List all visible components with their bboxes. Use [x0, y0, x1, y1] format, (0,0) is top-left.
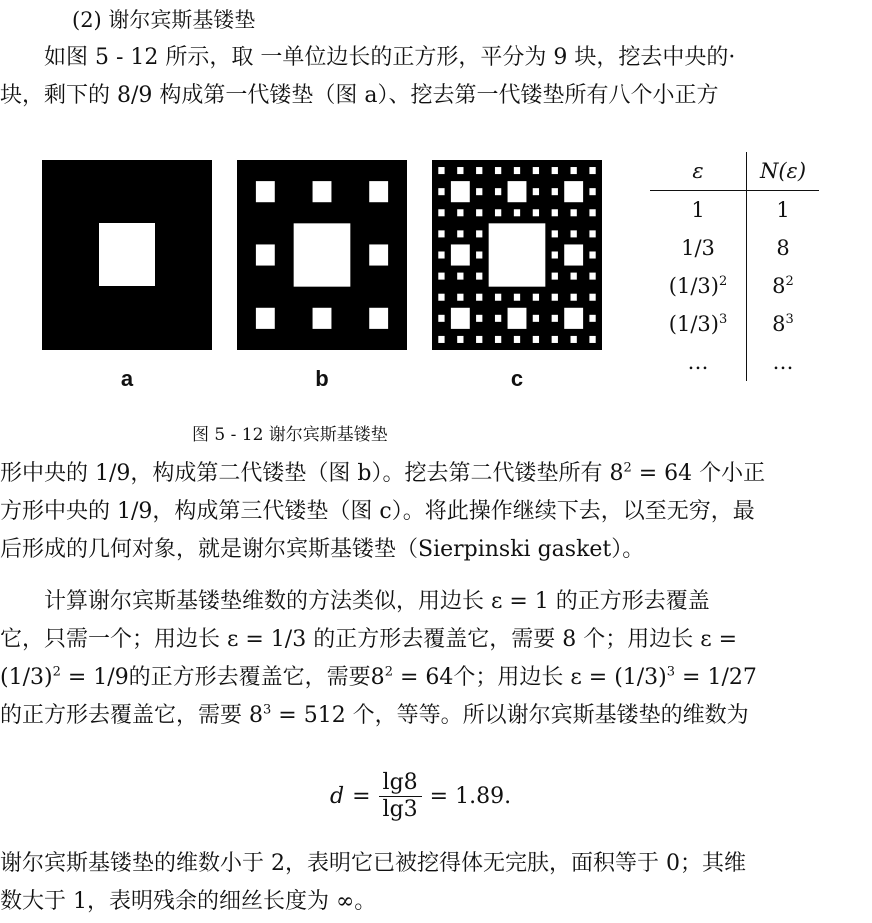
carpet-hole: [533, 336, 539, 343]
carpet-hole: [438, 251, 444, 258]
carpet-hole: [495, 209, 501, 216]
carpet-hole: [451, 244, 470, 265]
carpet-hole: [589, 209, 595, 216]
carpet-hole: [476, 251, 482, 258]
paragraph-line: 它，只需一个；用边长 ε = 1/3 的正方形去覆盖它，需要 8 个；用边长 ε =: [0, 627, 738, 652]
carpet-hole: [552, 273, 558, 280]
carpet-hole: [476, 294, 482, 301]
table-cell-count: 8: [776, 236, 790, 260]
carpet-hole: [514, 167, 520, 174]
table-cell-epsilon: 1: [691, 198, 705, 222]
carpet-hole: [571, 230, 577, 237]
carpet-hole: [476, 209, 482, 216]
carpet-hole: [571, 336, 577, 343]
carpet-hole: [552, 251, 558, 258]
carpet-hole: [294, 223, 351, 286]
table-cell-epsilon: …: [687, 350, 709, 374]
formula-denominator: lg3: [382, 797, 418, 822]
carpet-hole: [514, 209, 520, 216]
carpet-hole: [489, 223, 546, 286]
carpet-hole: [552, 230, 558, 237]
paragraph-line: 的正方形去覆盖它，需要 $8^3 = 512$ 个，等等。所以谢尔宾斯基镂垫的维数为: [0, 702, 749, 728]
carpet-hole: [457, 273, 463, 280]
table-cell-count: 8: [772, 274, 786, 298]
table-cell-epsilon: (1/3): [668, 274, 719, 298]
carpet-hole: [457, 336, 463, 343]
section-heading: (2) 谢尔宾斯基镂垫: [72, 8, 256, 32]
carpet-hole: [589, 294, 595, 301]
carpet-hole: [589, 273, 595, 280]
carpet-hole: [256, 181, 275, 202]
carpet-hole: [589, 315, 595, 322]
figure-c-carpet-level3: [432, 160, 602, 350]
carpet-hole: [514, 294, 520, 301]
carpet-hole: [508, 308, 527, 329]
carpet-hole: [476, 336, 482, 343]
figure-b-carpet-level2: [237, 160, 407, 350]
table-row: [650, 305, 819, 343]
carpet-hole: [495, 294, 501, 301]
paragraph-line: 方形中央的 1/9，构成第三代镂垫（图 c）。将此操作继续下去，以至无穷，最: [0, 499, 755, 524]
carpet-hole: [533, 188, 539, 195]
paragraph-line: 形中央的 1/9，构成第二代镂垫（图 b）。挖去第二代镂垫所有 $8^2 = 64$ 个小正: [0, 460, 766, 486]
paragraph-line: 后形成的几何对象，就是谢尔宾斯基镂垫（Sierpinski gasket）。: [0, 537, 645, 562]
carpet-hole: [495, 336, 501, 343]
carpet-hole: [589, 188, 595, 195]
table-cell-count: …: [772, 350, 794, 374]
carpet-hole: [508, 181, 527, 202]
carpet-hole: [589, 167, 595, 174]
formula-equals: =: [352, 784, 371, 809]
carpet-hole: [438, 336, 444, 343]
carpet-hole: [533, 167, 539, 174]
carpet-hole: [495, 315, 501, 322]
figure-a-carpet-level1: [42, 160, 212, 350]
table-header-epsilon: ε: [650, 152, 747, 191]
carpet-hole: [533, 209, 539, 216]
carpet-hole: [438, 209, 444, 216]
table-cell-count-exp: 2: [785, 274, 794, 289]
carpet-hole: [313, 308, 332, 329]
carpet-hole: [552, 188, 558, 195]
carpet-hole: [476, 273, 482, 280]
carpet-hole: [552, 167, 558, 174]
carpet-hole: [552, 209, 558, 216]
dimension-formula: [330, 770, 511, 823]
carpet-hole: [451, 181, 470, 202]
table-cell-count: 1: [776, 198, 790, 222]
carpet-hole: [571, 273, 577, 280]
carpet-hole: [552, 336, 558, 343]
figure-b-label: b: [315, 366, 329, 391]
carpet-hole: [571, 209, 577, 216]
carpet-hole: [451, 308, 470, 329]
paragraph-line: $(1/3)^2 = 1/9$的正方形去覆盖它，需要$8^2 = 64$个；用边长 $\varepsilon = (1/3)^3 = 1/27$: [0, 664, 757, 690]
carpet-hole: [564, 244, 583, 265]
epsilon-count-table: [650, 152, 819, 381]
carpet-hole: [256, 244, 275, 265]
carpet-hole: [495, 188, 501, 195]
table-cell-epsilon: (1/3): [668, 312, 719, 336]
table-cell-count-exp: 3: [785, 312, 794, 327]
carpet-hole: [438, 273, 444, 280]
formula-numerator: lg8: [379, 770, 422, 797]
carpet-hole: [457, 294, 463, 301]
figure-a-label: a: [120, 366, 134, 391]
paragraph-line: 计算谢尔宾斯基镂垫维数的方法类似，用边长 ε = 1 的正方形去覆盖: [44, 589, 710, 614]
paragraph-line: 块，剩下的 8/9 构成第一代镂垫（图 a）、挖去第一代镂垫所有八个小正方: [0, 83, 719, 108]
table-cell-epsilon-exp: 3: [718, 312, 728, 327]
paragraph-line: 谢尔宾斯基镂垫的维数小于 2，表明它已被挖得体无完肤，面积等于 0；其维: [0, 851, 746, 876]
table-row: [650, 229, 819, 267]
carpet-hole: [564, 308, 583, 329]
table-cell-epsilon: 1/3: [681, 236, 715, 260]
table-row: [650, 343, 819, 381]
carpet-hole: [476, 230, 482, 237]
carpet-hole: [476, 315, 482, 322]
carpet-hole: [369, 308, 388, 329]
carpet-hole: [589, 230, 595, 237]
carpet-hole: [589, 336, 595, 343]
carpet-hole: [438, 294, 444, 301]
carpet-hole: [533, 294, 539, 301]
carpet-hole: [571, 294, 577, 301]
carpet-hole: [438, 167, 444, 174]
carpet-hole: [256, 308, 275, 329]
carpet-hole: [571, 167, 577, 174]
carpet-hole: [552, 294, 558, 301]
table-header-count: N(ε): [747, 152, 820, 191]
carpet-hole: [369, 181, 388, 202]
carpet-hole: [438, 230, 444, 237]
paragraph-line: 如图 5 - 12 所示，取 一单位边长的正方形，平分为 9 块，挖去中央的·: [44, 45, 736, 70]
formula-fraction: [379, 770, 422, 823]
carpet-hole: [457, 230, 463, 237]
table-cell-count: 8: [772, 312, 786, 336]
figure-caption: 图 5 - 12 谢尔宾斯基镂垫: [192, 425, 388, 445]
table-row: [650, 191, 819, 230]
table-row: [650, 267, 819, 305]
carpet-hole: [476, 188, 482, 195]
formula-lhs: d: [330, 784, 345, 809]
formula-rhs: = 1.89.: [429, 784, 512, 809]
carpet-hole: [514, 336, 520, 343]
carpet-hole: [457, 209, 463, 216]
table-cell-epsilon-exp: 2: [718, 274, 728, 289]
carpet-hole: [533, 315, 539, 322]
carpet-hole: [495, 167, 501, 174]
carpet-hole: [438, 315, 444, 322]
carpet-hole: [313, 181, 332, 202]
paragraph-line: 数大于 1，表明残余的细丝长度为 ∞。: [0, 889, 377, 914]
carpet-hole: [476, 167, 482, 174]
figure-c-label: c: [510, 366, 524, 391]
carpet-hole: [457, 167, 463, 174]
carpet-hole: [438, 188, 444, 195]
carpet-hole: [369, 244, 388, 265]
carpet-hole: [564, 181, 583, 202]
carpet-hole: [552, 315, 558, 322]
carpet-hole: [589, 251, 595, 258]
